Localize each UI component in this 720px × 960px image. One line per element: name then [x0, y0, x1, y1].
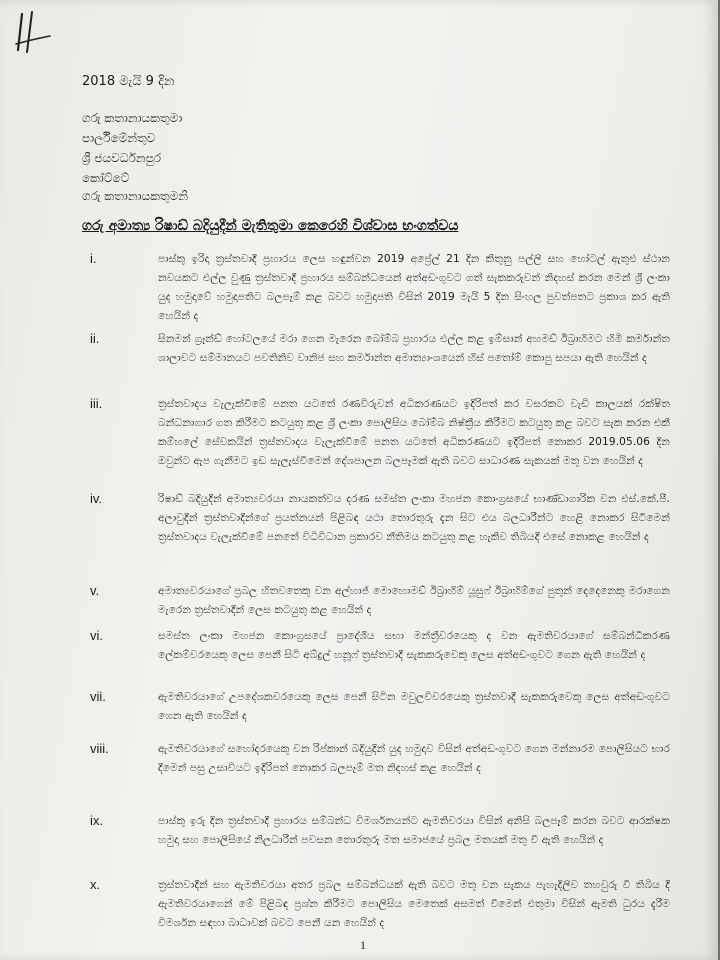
item-text: පාස්කු ඉරු දින ත්‍රස්තවාදී ප්‍රහාරය සම්බන්ධ විමර්ශනයන්ට ඇමතිවරයා විසින් අනිසි බලපෑම් කරන බවට ආරක්ෂක හමුදා සහ පොලිසියේ නිලධාරීන් පවසන තොරතුරු මත සමාජයේ ප්‍රබල මතයක් මතු වී ඇති හෙයින් ද: [158, 815, 670, 846]
salutation: ගරු කතානායකතුමනි: [82, 189, 189, 203]
list-item: [90, 876, 670, 933]
item-text: සිනමන් ග්‍රෑන්ඩ් හෝටලයේ මරා ගෙන මැරෙන බෝම්බ ප්‍රහාරය එල්ල කළ ඉම්සාන් අහමඩ් ඊබ්‍රාහිමට හිමි කර්මාන්ත ශාලාවට සම්මානයට පවතිනිව වානිජ සහ කර්මාන්ත අමාත්‍යාංශයෙන් හිස් පතෝම් කොපු සපයා ඇති හෙයින් ද: [158, 333, 670, 364]
item-number: v.: [90, 583, 100, 598]
item-text: රිෂාඩ් බදියුදීන් අමාත්‍යවරයා නායකත්වය දරණ සමස්ත ලංකා මහජන කොංග්‍රසයේ භාණ්ඩාගාරික වන එස්.කේ.පී. අලාවුදීන් ත්‍රස්තවාදීන්ගේ ප්‍රයත්නයන් පිළිබඳ යථා තොරතුරු දැන සිට එය බලධාරීන්ට හෙළි නොකර සිටීමෙන් ත්‍රස්තවාදය වැලැක්වීමේ පනතේ විධිවිධාන ප්‍රකාරව නීතිමය කටයුතු කළ හැකිව තිබියදී එසේ නොකළ හෙයින් ද: [158, 493, 670, 543]
item-text: අමාත්‍යවරයාගේ ප්‍රබල හිතවතෙකු වන අල්හාජ් මොහොමඩ් ඊබ්‍රාහිම් යූසුෆ් ඊබ්‍රාහිම්ගේ පුතුන් දෙදෙනෙකු මරාගෙන මැරෙන ත්‍රස්තවාදීන් ලෙස කටයුතු කළ හෙයින් ද: [158, 585, 670, 616]
item-text: ඇමතිවරයාගේ සහෝදරයෙකු වන රිප්කාන් බදියුදීන් යුද හමුදාව විසින් අත්අඩංගුවට ගෙන මන්නාරම පොලිසියට භාර දීමෙන් පසු උසාවියට ඉදිරිපත් නොකර බලපෑම් මත නිදහස් කළ හෙයින් ද: [158, 743, 670, 774]
list-item: [90, 250, 670, 326]
list-item: [90, 812, 670, 850]
list-item: [90, 740, 670, 778]
list-item: [90, 627, 670, 665]
handwritten-mark-icon: [10, 10, 54, 56]
page-number: 1: [360, 938, 366, 952]
item-number: x.: [90, 877, 101, 892]
item-text: ඇමතිවරයාගේ උපදේශකවරයෙකු ලෙස පෙනී සිටින මවුලවිවරයෙකු ත්‍රස්තවාදී සැකකරුවෙකු ලෙස අත්අඩංගුවට ගෙන ඇති හෙයින් ද: [158, 691, 670, 722]
address-line: ශ්‍රී ජයවර්ධනපුර: [82, 151, 162, 165]
item-number: iii.: [90, 396, 103, 411]
address-line: කෝට්ටේ: [82, 171, 130, 185]
letter-date: 2018 මැයි 9 දින: [82, 74, 175, 89]
address-line: ගරු කතානායකතුමා: [82, 111, 183, 125]
item-number: ix.: [90, 813, 103, 828]
item-number: vi.: [90, 628, 103, 643]
list-item: [90, 395, 670, 471]
list-item: [90, 490, 670, 547]
list-item: [90, 688, 670, 726]
item-text: පාස්කු ඉරිදා ත්‍රස්තවාදී ප්‍රහාරය ලෙස හඳුන්වන 2019 අප්‍රේල් 21 දින කිතුනු පල්ලි සහ හෝටල් ඇතුළු ස්ථාන නවයකට එල්ල වුණු ත්‍රස්තවාදී ප්‍රහාරය සම්බන්ධයෙන් අත්අඩංගුවට ගත් සැකකරුවන් නිදහස් කරන මෙන් ශ්‍රී ලංකා යුද හමුදාවේ හමුදාපතිට බලපෑම් කළ බවට හමුදාපති විසින් 2019 මැයි 5 දින සිංහල පුවත්පතට ප්‍රකාශ කර ඇති හෙයින් ද: [158, 253, 670, 322]
item-number: vii.: [90, 689, 106, 704]
recipient-address: [82, 108, 182, 188]
list-item: [90, 330, 670, 368]
item-text: ත්‍රස්තවාදය වැලැක්වීමේ පනත යටතේ රණවිරුවන් අධිකරණයට ඉදිරිපත් කර වසරකට වැඩි කාලයක් රක්ෂිත බන්ධනාගාර ගත කිරීමට කටයුතු කළ ශ්‍රී ලංකා පොලිසිය බෝම්බ නිෂ්ක්‍රීය කිරීමට කටයුතු කළ බවට සැක කරන එකී කම්හලේ සේවකයින් ත්‍රස්තවාදය වැලැක්වීමේ පනත යටතේ අධිකරණයට ඉදිරිපත් නොකර 2019.05.06 දින ඔවුන්ට ඇප ගැනීමට ඉඩ සැලැස්වීමෙන් දේශපාලන බලපෑමක් ඇති බවට සාධාරණ සැකයක් මතු වන හෙයින් ද: [158, 398, 670, 467]
item-text: ත්‍රස්තවාදීන් සහ ඇමතිවරයා අතර ප්‍රබල සම්බන්ධයක් ඇති බවට මතු වන සැකය පැහැදිලිව තහවුරු වී තිබිය දී ඇමතිවරයාගෙන් මේ පිළිබඳ ප්‍රශ්න කිරීමට පොලිසිය මෙතෙක් අසමත් වීමෙන් එතුමා විසින් ඇමති ධුරය දැරීම විමර්ශන සඳහා බාධාවක් බවට පෙනී යන හෙයින් ද: [158, 879, 670, 929]
item-number: i.: [90, 251, 97, 266]
list-item: [90, 582, 670, 620]
subject-heading: ගරු අමාත්‍ය රිෂාඩ් බදියුදීන් මැතිතුමා කෙරෙහි විශ්වාස භංගත්වය: [82, 218, 459, 234]
address-line: පාර්ලිමේන්තුව: [82, 131, 156, 145]
item-number: ii.: [90, 331, 100, 346]
item-number: viii.: [90, 741, 109, 756]
item-number: iv.: [90, 491, 103, 506]
item-text: සමස්ත ලංකා මහජන කොංග්‍රසයේ ප්‍රාදේශීය සභා මන්ත්‍රීවරයෙකු ද වන ඇමතිවරයාගේ සම්බන්ධීකරණ ලේකම්වරයෙකු ලෙස පෙනී සිටි අබ්දුල් හනූෆ් ත්‍රස්තවාදී සැකකරුවෙකු ලෙස අත්අඩංගුවට ගෙන ඇති හෙයින් ද: [158, 630, 670, 661]
